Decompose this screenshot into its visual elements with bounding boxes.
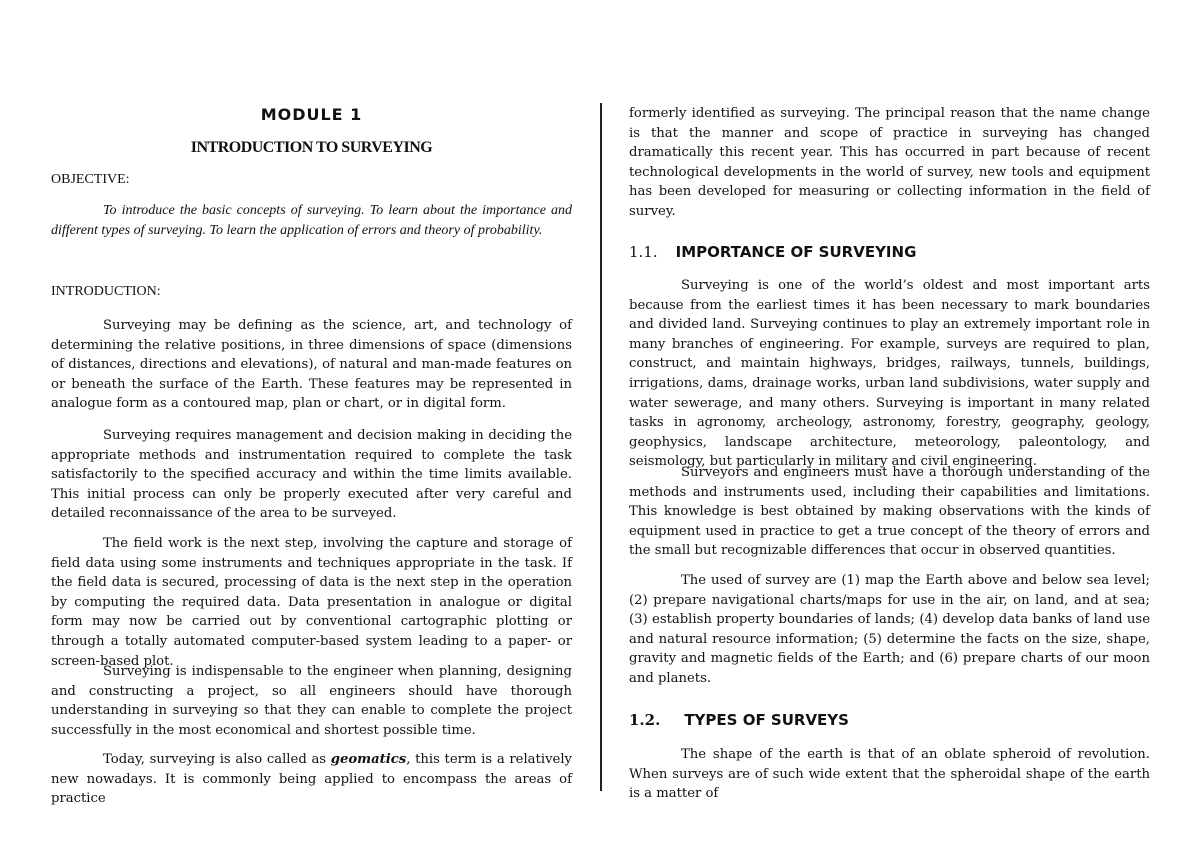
text-run: Today, surveying is also called as: [103, 752, 331, 767]
paragraph-text: Surveying may be defining as the science, art, and technology of determining the relative positions, in three dimensions of space (dimensions of distances, directions and elevations), of natural and man-made features on or beneath the surface of the Earth. These features may be represented in analogue form as a contoured map, plan or chart, or in digital form.: [51, 318, 572, 412]
section-heading-1-2: [629, 711, 849, 729]
emphasis-geomatics: geomatics: [330, 752, 407, 767]
section-heading-1-1: [629, 243, 916, 261]
objective-label: OBJECTIVE:: [51, 172, 130, 187]
module-subtitle: INTRODUCTION TO SURVEYING: [190, 139, 433, 156]
section-number: 1.2.: [629, 711, 661, 729]
importance-paragraph-1: [629, 276, 1150, 472]
objective-text: To introduce the basic concepts of surveying. To learn about the importance and different types of surveying. To learn the application of errors and theory of probability.: [51, 203, 572, 238]
paragraph-text: The used of survey are (1) map the Earth above and below sea level; (2) prepare navigational charts/maps for use in the air, on land, and at sea; (3) establish property boundaries of lands; (4) develop data banks of land use and natural resource information; (5) determine the facts on the size, shape, gravity and magnetic fields of the Earth; and (6) prepare charts of our moon and planets.: [629, 573, 1150, 686]
module-title: MODULE 1: [260, 105, 363, 124]
continued-paragraph: [629, 104, 1150, 222]
section-title: IMPORTANCE OF SURVEYING: [675, 243, 917, 261]
importance-paragraph-3: [629, 571, 1150, 689]
column-divider: [600, 103, 602, 791]
section-number: 1.1.: [629, 243, 658, 261]
intro-paragraph-2: [51, 426, 572, 524]
introduction-label: INTRODUCTION:: [51, 284, 161, 299]
intro-paragraph-3: [51, 534, 572, 671]
section-title: TYPES OF SURVEYS: [684, 711, 849, 729]
paragraph-text: formerly identified as surveying. The principal reason that the name change is that the manner and scope of practice in surveying has changed dramatically this recent year. This has occurred in part because of recent technological developments in the world of survey, new tools and equipment has been developed for measuring or collecting information in the field of survey.: [629, 106, 1150, 219]
paragraph-text: The field work is the next step, involving the capture and storage of field data using some instruments and techniques appropriate in the task. If the field data is secured, processing of data is the next step in the operation by computing the required data. Data presentation in analogue or digital form may now be carried out by conventional cartographic plotting or through a totally automated computer-based system leading to a paper- or screen-based plot.: [51, 536, 572, 669]
paragraph-text: The shape of the earth is that of an oblate spheroid of revolution. When surveys are of such wide extent that the spheroidal shape of the earth is a matter of: [629, 747, 1150, 802]
paragraph-text: [51, 750, 572, 809]
intro-paragraph-5: [51, 750, 572, 809]
intro-paragraph-4: [51, 662, 572, 740]
importance-paragraph-2: [629, 463, 1150, 561]
intro-paragraph-1: [51, 316, 572, 414]
types-paragraph-1: [629, 745, 1150, 804]
text-run: , this term is a relatively new nowadays. It is commonly being applied to encompass the areas of practice: [51, 752, 572, 807]
paragraph-text: Surveying is indispensable to the engineer when planning, designing and constructing a project, so all engineers should have thorough understanding in surveying so that they can enable to complete the project successfully in the most economical and shortest possible time.: [51, 664, 572, 738]
paragraph-text: Surveyors and engineers must have a thorough understanding of the methods and instruments used, including their capabilities and limitations. This knowledge is best obtained by making observations with the kinds of equipment used in practice to get a true concept of the theory of errors and the small but recognizable differences that occur in observed quantities.: [629, 465, 1150, 559]
paragraph-text: Surveying is one of the world’s oldest and most important arts because from the earliest times it has been necessary to mark boundaries and divided land. Surveying continues to play an extremely important role in many branches of engineering. For example, surveys are required to plan, construct, and maintain highways, bridges, railways, tunnels, buildings, irrigations, dams, drainage works, urban land subdivisions, water supply and water sewerage, and many others. Surveying is important in many related tasks in agronomy, archeology, astronomy, forestry, geography, geology, geophysics, landscape architecture, meteorology, paleontology, and seismology, but particularly in military and civil engineering.: [629, 278, 1150, 470]
paragraph-text: Surveying requires management and decision making in deciding the appropriate methods and instrumentation required to complete the task satisfactorily to the specified accuracy and within the time limits available. This initial process can only be properly executed after very careful and detailed reconnaissance of the area to be surveyed.: [51, 428, 572, 522]
